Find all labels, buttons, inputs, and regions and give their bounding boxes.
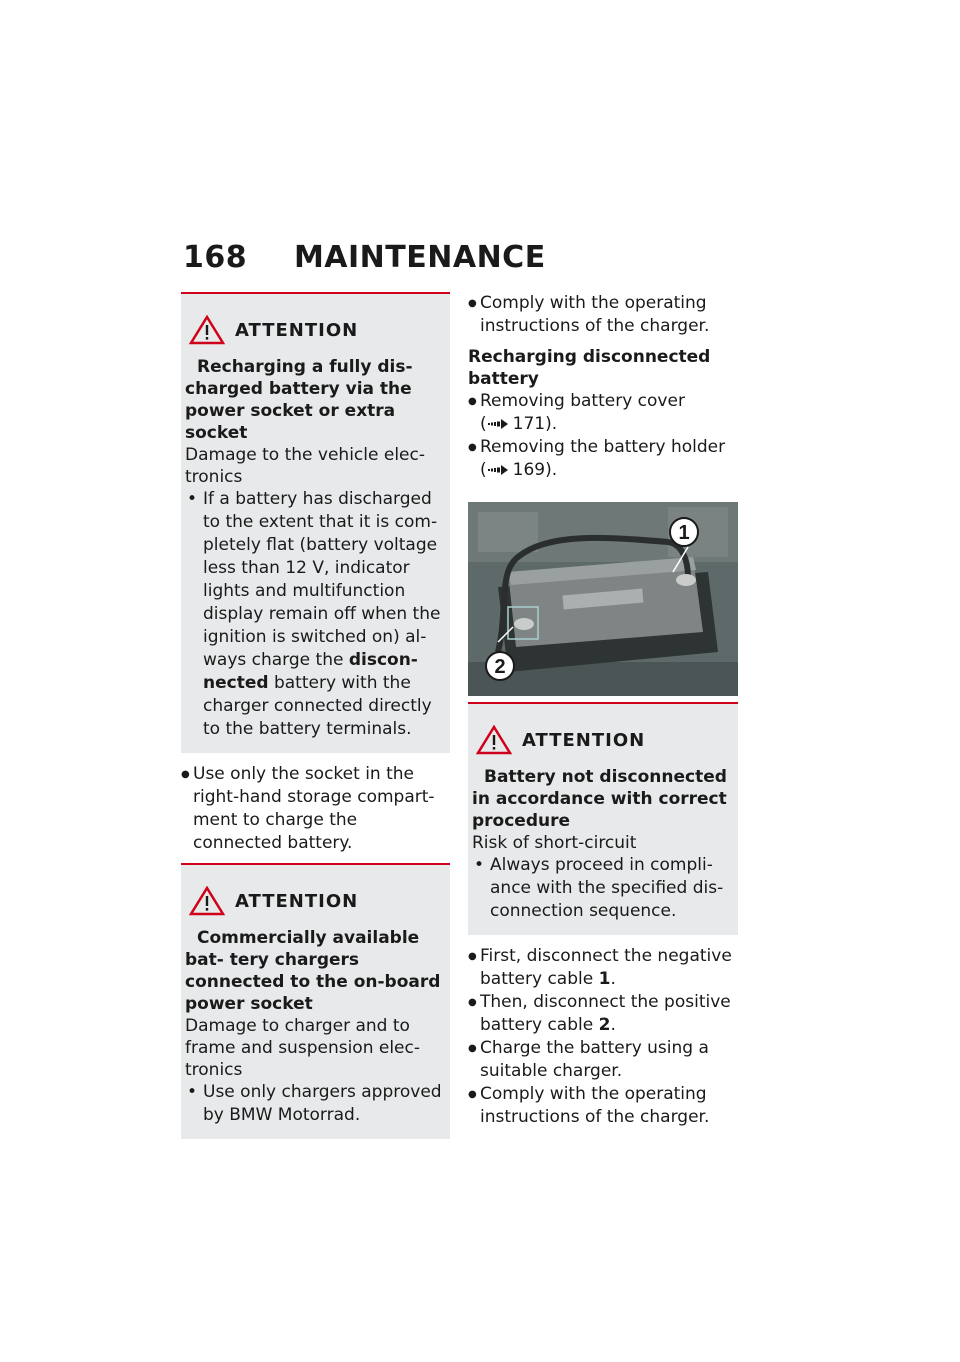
attention-action: • Always proceed in compli- ance with the specified dis- connection sequence. (472, 854, 730, 923)
left-column (181, 292, 450, 1149)
list-item: ● Use only the socket in the right-hand storage compart- ment to charge the connected battery. (181, 763, 450, 855)
step-text: Then, disconnect the positive battery cable (480, 992, 731, 1035)
step-text: Comply with the operating instructions of the charger. (480, 1084, 710, 1127)
attention-label: ATTENTION (235, 319, 359, 341)
warning-icon (189, 886, 225, 916)
socket-bullet-list (181, 763, 450, 855)
charger-bullet-list (468, 292, 738, 338)
attention-title-text: Recharging a fully dis- charged battery via the power socket or extra socket (185, 357, 413, 443)
attention-box-disconnect (468, 702, 738, 935)
battery-photo (468, 502, 738, 696)
attention-actions (185, 1081, 442, 1127)
disconnect-steps (468, 945, 738, 1129)
attention-box-recharging (181, 292, 450, 753)
attention-header (472, 716, 730, 764)
step-text: First, disconnect the negative battery cable (480, 946, 732, 989)
attention-title (472, 766, 730, 832)
step-number: 1 (598, 969, 611, 989)
step-end: . (610, 969, 616, 989)
page-header (183, 240, 546, 275)
attention-action: • Use only chargers approved by BMW Motorrad. (185, 1081, 442, 1127)
right-column (468, 292, 738, 1137)
attention-consequence: Risk of short-circuit (472, 833, 637, 853)
attention-action (185, 488, 442, 741)
reference-list (468, 390, 738, 482)
ref-text: Removing battery cover (480, 391, 685, 411)
attention-label: ATTENTION (522, 729, 646, 751)
attention-header (185, 306, 442, 354)
attention-actions (472, 854, 730, 923)
callout-2: 2 (494, 656, 506, 678)
attention-title (185, 927, 442, 1015)
action-text-bold: discon- nected (203, 650, 418, 693)
attention-box-chargers (181, 863, 450, 1139)
list-item: ● Removing the battery holder ( 169). (468, 436, 738, 482)
step-number: 2 (598, 1015, 611, 1035)
section-title: MAINTENANCE (293, 240, 546, 275)
attention-header (185, 877, 442, 925)
section-heading: Recharging disconnected battery (468, 347, 711, 389)
list-item: ● Comply with the operating instructions of the charger. (468, 292, 738, 338)
warning-icon (476, 725, 512, 755)
attention-actions (185, 488, 442, 741)
page-ref-arrow-icon (487, 464, 509, 476)
attention-title-text: Battery not disconnected in accordance with correct procedure (472, 767, 727, 831)
attention-title (185, 356, 442, 444)
list-item (468, 1083, 738, 1129)
list-item (468, 1037, 738, 1083)
attention-title-text: Commercially available bat- tery chargers connected to the on-board power socket (185, 928, 441, 1014)
callout-1: 1 (678, 522, 690, 544)
ref-page: 171). (512, 414, 558, 434)
attention-consequence: Damage to charger and to frame and suspension elec- tronics (185, 1016, 420, 1080)
warning-icon (189, 315, 225, 345)
list-item (468, 991, 738, 1037)
ref-text: Removing the battery holder (480, 437, 726, 457)
attention-consequence: Damage to the vehicle elec- tronics (185, 445, 425, 487)
page-number: 168 (183, 240, 248, 275)
page-ref-arrow-icon (487, 418, 509, 430)
step-text: Charge the battery using a suitable charger. (480, 1038, 709, 1081)
list-item (468, 945, 738, 991)
attention-label: ATTENTION (235, 890, 359, 912)
list-item: ● Removing battery cover ( 171). (468, 390, 738, 436)
action-text-post: battery with the charger connected directly to the battery terminals. (203, 673, 432, 739)
ref-page: 169). (512, 460, 558, 480)
step-end: . (610, 1015, 616, 1035)
action-text-pre: If a battery has discharged to the extent that it is com- pletely flat (battery voltage less than 12 V, indicator lights and multifunction display remain off when the ignition is switched on) al- ways charge the (203, 489, 441, 670)
